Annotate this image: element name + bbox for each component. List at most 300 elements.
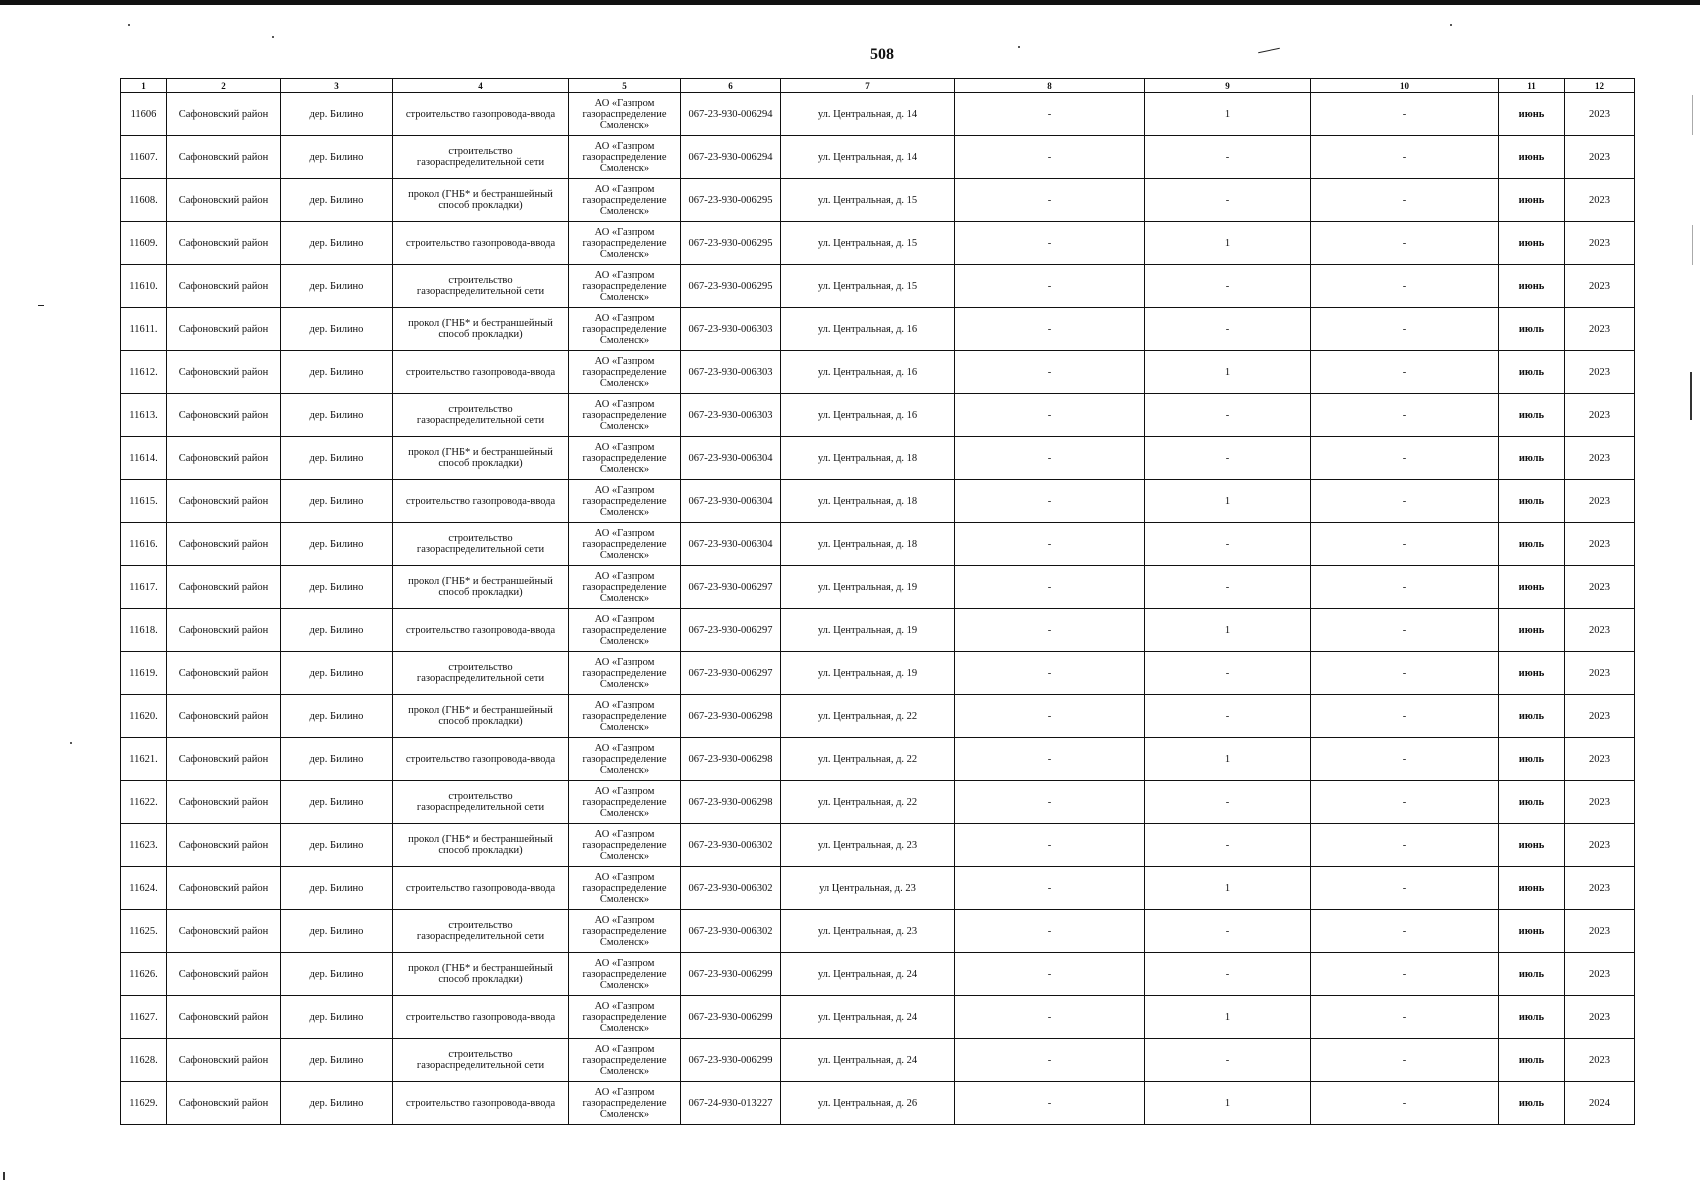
column-10-cell: - (1311, 222, 1499, 265)
address-cell: ул. Центральная, д. 19 (781, 609, 955, 652)
row-number-cell: 11627. (121, 996, 167, 1039)
work-type-cell: прокол (ГНБ* и бестраншейный способ прокладки) (393, 824, 569, 867)
work-type-cell: прокол (ГНБ* и бестраншейный способ прокладки) (393, 179, 569, 222)
table-row (121, 824, 1635, 867)
column-8-cell: - (955, 695, 1145, 738)
locality-cell: дер. Билино (281, 953, 393, 996)
address-cell: ул. Центральная, д. 18 (781, 523, 955, 566)
column-9-cell: 1 (1145, 480, 1311, 523)
column-10-cell: - (1311, 867, 1499, 910)
district-cell: Сафоновский район (167, 781, 281, 824)
column-header: 11 (1499, 79, 1565, 93)
address-cell: ул. Центральная, д. 22 (781, 781, 955, 824)
object-code-cell: 067-23-930-006299 (681, 953, 781, 996)
district-cell: Сафоновский район (167, 93, 281, 136)
row-number-cell: 11626. (121, 953, 167, 996)
object-code-cell: 067-23-930-006304 (681, 480, 781, 523)
row-number-cell: 11607. (121, 136, 167, 179)
district-cell: Сафоновский район (167, 910, 281, 953)
column-8-cell: - (955, 609, 1145, 652)
month-cell: июнь (1499, 566, 1565, 609)
column-header: 4 (393, 79, 569, 93)
object-code-cell: 067-23-930-006304 (681, 437, 781, 480)
column-10-cell: - (1311, 652, 1499, 695)
row-number-cell: 11616. (121, 523, 167, 566)
object-code-cell: 067-23-930-006294 (681, 93, 781, 136)
column-10-cell: - (1311, 394, 1499, 437)
locality-cell: дер. Билино (281, 609, 393, 652)
column-header: 7 (781, 79, 955, 93)
column-10-cell: - (1311, 824, 1499, 867)
object-code-cell: 067-23-930-006297 (681, 609, 781, 652)
year-cell: 2023 (1565, 437, 1635, 480)
row-number-cell: 11621. (121, 738, 167, 781)
table-row (121, 781, 1635, 824)
work-type-cell: строительство газопровода-ввода (393, 1082, 569, 1125)
table-row (121, 222, 1635, 265)
work-type-cell: прокол (ГНБ* и бестраншейный способ прокладки) (393, 695, 569, 738)
table-row (121, 609, 1635, 652)
organization-cell: АО «Газпром газораспределение Смоленск» (569, 523, 681, 566)
table-header-row (121, 79, 1635, 93)
organization-cell: АО «Газпром газораспределение Смоленск» (569, 351, 681, 394)
month-cell: июль (1499, 351, 1565, 394)
locality-cell: дер. Билино (281, 781, 393, 824)
column-10-cell: - (1311, 308, 1499, 351)
organization-cell: АО «Газпром газораспределение Смоленск» (569, 652, 681, 695)
column-8-cell: - (955, 566, 1145, 609)
row-number-cell: 11606 (121, 93, 167, 136)
year-cell: 2023 (1565, 1039, 1635, 1082)
object-code-cell: 067-24-930-013227 (681, 1082, 781, 1125)
column-10-cell: - (1311, 351, 1499, 394)
address-cell: ул. Центральная, д. 24 (781, 953, 955, 996)
year-cell: 2023 (1565, 781, 1635, 824)
year-cell: 2023 (1565, 222, 1635, 265)
table-row (121, 265, 1635, 308)
locality-cell: дер. Билино (281, 480, 393, 523)
locality-cell: дер. Билино (281, 566, 393, 609)
table-row (121, 910, 1635, 953)
column-8-cell: - (955, 351, 1145, 394)
row-number-cell: 11611. (121, 308, 167, 351)
column-10-cell: - (1311, 781, 1499, 824)
locality-cell: дер. Билино (281, 996, 393, 1039)
month-cell: июль (1499, 695, 1565, 738)
work-type-cell: строительство газопровода-ввода (393, 222, 569, 265)
address-cell: ул. Центральная, д. 15 (781, 222, 955, 265)
table-body (121, 93, 1635, 1125)
address-cell: ул Центральная, д. 23 (781, 867, 955, 910)
address-cell: ул. Центральная, д. 15 (781, 179, 955, 222)
column-8-cell: - (955, 437, 1145, 480)
object-code-cell: 067-23-930-006302 (681, 824, 781, 867)
object-code-cell: 067-23-930-006295 (681, 265, 781, 308)
work-type-cell: строительство газораспределительной сети (393, 394, 569, 437)
column-9-cell: - (1145, 953, 1311, 996)
locality-cell: дер. Билино (281, 351, 393, 394)
column-header: 6 (681, 79, 781, 93)
column-9-cell: 1 (1145, 867, 1311, 910)
column-10-cell: - (1311, 1039, 1499, 1082)
scan-speck (128, 24, 130, 26)
table-row (121, 953, 1635, 996)
address-cell: ул. Центральная, д. 16 (781, 308, 955, 351)
table-row (121, 996, 1635, 1039)
row-number-cell: 11623. (121, 824, 167, 867)
column-8-cell: - (955, 867, 1145, 910)
scan-speck (70, 742, 72, 744)
locality-cell: дер. Билино (281, 179, 393, 222)
scan-margin-mark (3, 1172, 5, 1180)
row-number-cell: 11628. (121, 1039, 167, 1082)
column-header: 5 (569, 79, 681, 93)
district-cell: Сафоновский район (167, 996, 281, 1039)
column-8-cell: - (955, 136, 1145, 179)
month-cell: июнь (1499, 867, 1565, 910)
locality-cell: дер. Билино (281, 652, 393, 695)
work-type-cell: строительство газопровода-ввода (393, 351, 569, 394)
column-10-cell: - (1311, 480, 1499, 523)
scan-dash (38, 305, 44, 306)
year-cell: 2023 (1565, 93, 1635, 136)
organization-cell: АО «Газпром газораспределение Смоленск» (569, 824, 681, 867)
address-cell: ул. Центральная, д. 24 (781, 1039, 955, 1082)
district-cell: Сафоновский район (167, 523, 281, 566)
column-8-cell: - (955, 394, 1145, 437)
locality-cell: дер. Билино (281, 437, 393, 480)
column-9-cell: 1 (1145, 738, 1311, 781)
object-code-cell: 067-23-930-006302 (681, 910, 781, 953)
scan-speck (272, 36, 274, 38)
year-cell: 2023 (1565, 179, 1635, 222)
district-cell: Сафоновский район (167, 308, 281, 351)
row-number-cell: 11620. (121, 695, 167, 738)
column-8-cell: - (955, 308, 1145, 351)
column-header: 1 (121, 79, 167, 93)
month-cell: июль (1499, 523, 1565, 566)
row-number-cell: 11629. (121, 1082, 167, 1125)
organization-cell: АО «Газпром газораспределение Смоленск» (569, 394, 681, 437)
month-cell: июль (1499, 738, 1565, 781)
month-cell: июнь (1499, 652, 1565, 695)
column-9-cell: - (1145, 695, 1311, 738)
district-cell: Сафоновский район (167, 953, 281, 996)
organization-cell: АО «Газпром газораспределение Смоленск» (569, 953, 681, 996)
address-cell: ул. Центральная, д. 14 (781, 136, 955, 179)
table-row (121, 652, 1635, 695)
column-8-cell: - (955, 1082, 1145, 1125)
object-code-cell: 067-23-930-006304 (681, 523, 781, 566)
column-9-cell: - (1145, 781, 1311, 824)
district-cell: Сафоновский район (167, 351, 281, 394)
work-type-cell: строительство газопровода-ввода (393, 738, 569, 781)
district-cell: Сафоновский район (167, 652, 281, 695)
work-type-cell: строительство газораспределительной сети (393, 910, 569, 953)
address-cell: ул. Центральная, д. 18 (781, 480, 955, 523)
year-cell: 2023 (1565, 566, 1635, 609)
year-cell: 2024 (1565, 1082, 1635, 1125)
year-cell: 2023 (1565, 996, 1635, 1039)
year-cell: 2023 (1565, 609, 1635, 652)
month-cell: июль (1499, 437, 1565, 480)
column-10-cell: - (1311, 136, 1499, 179)
object-code-cell: 067-23-930-006295 (681, 222, 781, 265)
work-type-cell: строительство газораспределительной сети (393, 652, 569, 695)
district-cell: Сафоновский район (167, 566, 281, 609)
column-10-cell: - (1311, 910, 1499, 953)
object-code-cell: 067-23-930-006294 (681, 136, 781, 179)
organization-cell: АО «Газпром газораспределение Смоленск» (569, 265, 681, 308)
column-8-cell: - (955, 738, 1145, 781)
column-10-cell: - (1311, 523, 1499, 566)
district-cell: Сафоновский район (167, 867, 281, 910)
object-code-cell: 067-23-930-006302 (681, 867, 781, 910)
object-code-cell: 067-23-930-006303 (681, 351, 781, 394)
object-code-cell: 067-23-930-006303 (681, 394, 781, 437)
organization-cell: АО «Газпром газораспределение Смоленск» (569, 996, 681, 1039)
locality-cell: дер. Билино (281, 394, 393, 437)
column-header: 12 (1565, 79, 1635, 93)
month-cell: июль (1499, 781, 1565, 824)
column-10-cell: - (1311, 695, 1499, 738)
work-type-cell: прокол (ГНБ* и бестраншейный способ прокладки) (393, 308, 569, 351)
district-cell: Сафоновский район (167, 738, 281, 781)
column-8-cell: - (955, 480, 1145, 523)
row-number-cell: 11618. (121, 609, 167, 652)
month-cell: июнь (1499, 222, 1565, 265)
object-code-cell: 067-23-930-006298 (681, 781, 781, 824)
column-10-cell: - (1311, 93, 1499, 136)
year-cell: 2023 (1565, 394, 1635, 437)
year-cell: 2023 (1565, 480, 1635, 523)
column-8-cell: - (955, 523, 1145, 566)
year-cell: 2023 (1565, 136, 1635, 179)
organization-cell: АО «Газпром газораспределение Смоленск» (569, 738, 681, 781)
work-type-cell: прокол (ГНБ* и бестраншейный способ прокладки) (393, 953, 569, 996)
column-header: 10 (1311, 79, 1499, 93)
column-8-cell: - (955, 652, 1145, 695)
page-number: 508 (870, 46, 894, 63)
row-number-cell: 11612. (121, 351, 167, 394)
column-8-cell: - (955, 179, 1145, 222)
scan-margin-mark (1690, 372, 1692, 420)
address-cell: ул. Центральная, д. 15 (781, 265, 955, 308)
year-cell: 2023 (1565, 953, 1635, 996)
work-type-cell: строительство газораспределительной сети (393, 523, 569, 566)
column-8-cell: - (955, 824, 1145, 867)
month-cell: июль (1499, 1082, 1565, 1125)
locality-cell: дер. Билино (281, 136, 393, 179)
column-10-cell: - (1311, 179, 1499, 222)
object-code-cell: 067-23-930-006298 (681, 695, 781, 738)
row-number-cell: 11617. (121, 566, 167, 609)
row-number-cell: 11613. (121, 394, 167, 437)
scan-speck (1450, 24, 1452, 26)
column-9-cell: - (1145, 1039, 1311, 1082)
column-10-cell: - (1311, 996, 1499, 1039)
row-number-cell: 11619. (121, 652, 167, 695)
column-9-cell: 1 (1145, 222, 1311, 265)
organization-cell: АО «Газпром газораспределение Смоленск» (569, 437, 681, 480)
scan-margin-mark (1692, 95, 1693, 135)
locality-cell: дер. Билино (281, 222, 393, 265)
address-cell: ул. Центральная, д. 14 (781, 93, 955, 136)
district-cell: Сафоновский район (167, 609, 281, 652)
district-cell: Сафоновский район (167, 222, 281, 265)
year-cell: 2023 (1565, 824, 1635, 867)
address-cell: ул. Центральная, д. 22 (781, 738, 955, 781)
object-code-cell: 067-23-930-006299 (681, 996, 781, 1039)
work-type-cell: прокол (ГНБ* и бестраншейный способ прокладки) (393, 566, 569, 609)
work-type-cell: прокол (ГНБ* и бестраншейный способ прокладки) (393, 437, 569, 480)
column-9-cell: - (1145, 824, 1311, 867)
row-number-cell: 11615. (121, 480, 167, 523)
address-cell: ул. Центральная, д. 23 (781, 824, 955, 867)
column-8-cell: - (955, 910, 1145, 953)
work-type-cell: строительство газопровода-ввода (393, 480, 569, 523)
column-9-cell: - (1145, 179, 1311, 222)
row-number-cell: 11625. (121, 910, 167, 953)
table-row (121, 351, 1635, 394)
column-9-cell: 1 (1145, 609, 1311, 652)
locality-cell: дер. Билино (281, 93, 393, 136)
locality-cell: дер. Билино (281, 523, 393, 566)
column-9-cell: - (1145, 265, 1311, 308)
column-10-cell: - (1311, 609, 1499, 652)
object-code-cell: 067-23-930-006298 (681, 738, 781, 781)
organization-cell: АО «Газпром газораспределение Смоленск» (569, 308, 681, 351)
column-9-cell: 1 (1145, 93, 1311, 136)
month-cell: июнь (1499, 136, 1565, 179)
table-row (121, 437, 1635, 480)
column-9-cell: - (1145, 566, 1311, 609)
organization-cell: АО «Газпром газораспределение Смоленск» (569, 222, 681, 265)
organization-cell: АО «Газпром газораспределение Смоленск» (569, 566, 681, 609)
year-cell: 2023 (1565, 265, 1635, 308)
row-number-cell: 11610. (121, 265, 167, 308)
year-cell: 2023 (1565, 652, 1635, 695)
organization-cell: АО «Газпром газораспределение Смоленск» (569, 867, 681, 910)
column-10-cell: - (1311, 437, 1499, 480)
scan-margin-mark (1692, 225, 1693, 265)
address-cell: ул. Центральная, д. 16 (781, 351, 955, 394)
work-type-cell: строительство газораспределительной сети (393, 781, 569, 824)
address-cell: ул. Центральная, д. 22 (781, 695, 955, 738)
locality-cell: дер. Билино (281, 910, 393, 953)
column-9-cell: - (1145, 136, 1311, 179)
locality-cell: дер. Билино (281, 695, 393, 738)
table-row (121, 523, 1635, 566)
locality-cell: дер. Билино (281, 308, 393, 351)
district-cell: Сафоновский район (167, 824, 281, 867)
year-cell: 2023 (1565, 867, 1635, 910)
work-type-cell: строительство газопровода-ввода (393, 996, 569, 1039)
column-10-cell: - (1311, 566, 1499, 609)
month-cell: июнь (1499, 179, 1565, 222)
address-cell: ул. Центральная, д. 24 (781, 996, 955, 1039)
year-cell: 2023 (1565, 308, 1635, 351)
locality-cell: дер. Билино (281, 265, 393, 308)
column-8-cell: - (955, 265, 1145, 308)
organization-cell: АО «Газпром газораспределение Смоленск» (569, 1039, 681, 1082)
address-cell: ул. Центральная, д. 18 (781, 437, 955, 480)
column-8-cell: - (955, 222, 1145, 265)
column-8-cell: - (955, 93, 1145, 136)
row-number-cell: 11624. (121, 867, 167, 910)
column-9-cell: - (1145, 910, 1311, 953)
column-header: 2 (167, 79, 281, 93)
locality-cell: дер. Билино (281, 738, 393, 781)
column-header: 9 (1145, 79, 1311, 93)
column-9-cell: - (1145, 652, 1311, 695)
organization-cell: АО «Газпром газораспределение Смоленск» (569, 609, 681, 652)
column-9-cell: - (1145, 308, 1311, 351)
work-type-cell: строительство газопровода-ввода (393, 867, 569, 910)
column-8-cell: - (955, 953, 1145, 996)
address-cell: ул. Центральная, д. 19 (781, 652, 955, 695)
month-cell: июнь (1499, 609, 1565, 652)
address-cell: ул. Центральная, д. 23 (781, 910, 955, 953)
object-code-cell: 067-23-930-006303 (681, 308, 781, 351)
registry-table (120, 78, 1635, 1125)
month-cell: июнь (1499, 93, 1565, 136)
row-number-cell: 11622. (121, 781, 167, 824)
district-cell: Сафоновский район (167, 1082, 281, 1125)
locality-cell: дер. Билино (281, 867, 393, 910)
organization-cell: АО «Газпром газораспределение Смоленск» (569, 93, 681, 136)
table-row (121, 179, 1635, 222)
address-cell: ул. Центральная, д. 16 (781, 394, 955, 437)
table-row (121, 695, 1635, 738)
work-type-cell: строительство газораспределительной сети (393, 136, 569, 179)
organization-cell: АО «Газпром газораспределение Смоленск» (569, 136, 681, 179)
row-number-cell: 11614. (121, 437, 167, 480)
year-cell: 2023 (1565, 695, 1635, 738)
year-cell: 2023 (1565, 351, 1635, 394)
month-cell: июнь (1499, 824, 1565, 867)
row-number-cell: 11609. (121, 222, 167, 265)
organization-cell: АО «Газпром газораспределение Смоленск» (569, 910, 681, 953)
work-type-cell: строительство газораспределительной сети (393, 1039, 569, 1082)
district-cell: Сафоновский район (167, 695, 281, 738)
object-code-cell: 067-23-930-006297 (681, 652, 781, 695)
column-9-cell: 1 (1145, 351, 1311, 394)
district-cell: Сафоновский район (167, 480, 281, 523)
table-row (121, 867, 1635, 910)
year-cell: 2023 (1565, 523, 1635, 566)
table-row (121, 394, 1635, 437)
table-row (121, 93, 1635, 136)
column-8-cell: - (955, 996, 1145, 1039)
work-type-cell: строительство газопровода-ввода (393, 609, 569, 652)
table-row (121, 136, 1635, 179)
column-8-cell: - (955, 1039, 1145, 1082)
locality-cell: дер. Билино (281, 1082, 393, 1125)
row-number-cell: 11608. (121, 179, 167, 222)
column-10-cell: - (1311, 738, 1499, 781)
table-row (121, 566, 1635, 609)
organization-cell: АО «Газпром газораспределение Смоленск» (569, 1082, 681, 1125)
organization-cell: АО «Газпром газораспределение Смоленск» (569, 179, 681, 222)
work-type-cell: строительство газопровода-ввода (393, 93, 569, 136)
month-cell: июнь (1499, 265, 1565, 308)
object-code-cell: 067-23-930-006295 (681, 179, 781, 222)
address-cell: ул. Центральная, д. 19 (781, 566, 955, 609)
table-row (121, 1039, 1635, 1082)
table-row (121, 308, 1635, 351)
district-cell: Сафоновский район (167, 437, 281, 480)
